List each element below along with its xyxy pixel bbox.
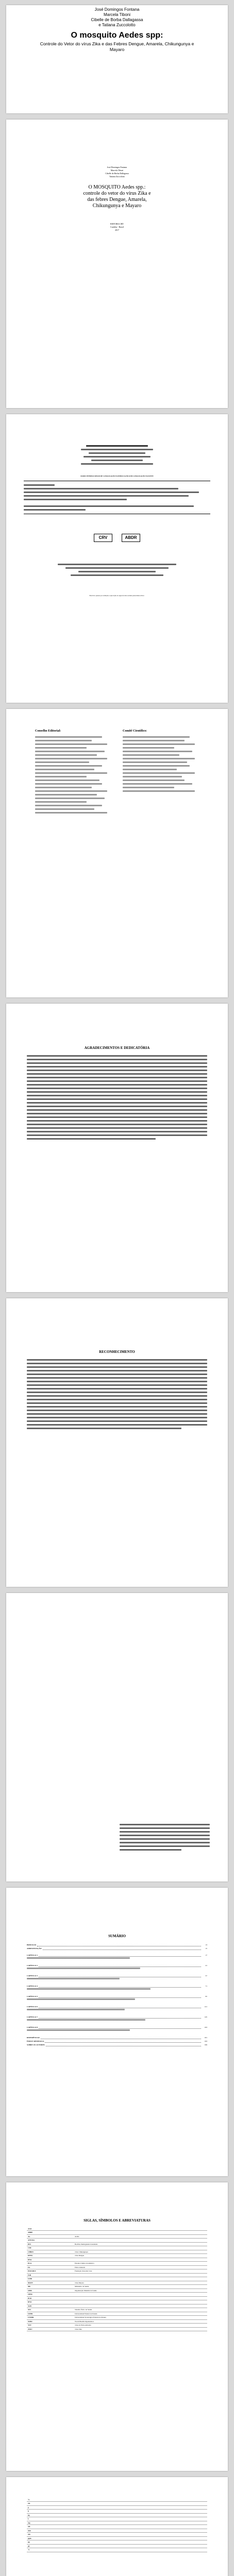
- sigla-key: g: [27, 2505, 74, 2510]
- sigla-value: [74, 2525, 207, 2529]
- sigla-value: vírus Mayaro: [74, 2281, 207, 2285]
- siglas-page: [6, 2182, 228, 2471]
- sigla-row: [27, 2327, 207, 2331]
- sigla-row: [27, 2242, 207, 2246]
- sigla-row: [27, 2246, 207, 2250]
- sigla-row: [27, 2234, 207, 2239]
- sigla-key: UTFPR: [27, 2316, 74, 2320]
- siglas-table: [27, 2227, 207, 2331]
- recognition-page: [6, 1298, 228, 1587]
- sigla-key: ABEE: [27, 2231, 74, 2235]
- sigla-row: [27, 2273, 207, 2277]
- sigla-value: [74, 2231, 207, 2235]
- sigla-key: SGB: [27, 2304, 74, 2308]
- sigla-row: [27, 2304, 207, 2308]
- council-page: [6, 709, 228, 997]
- toc-page: 181: [204, 2037, 207, 2039]
- toc-label: ÍNDICE REMISSIVO: [27, 2040, 44, 2042]
- toc-label: CAPÍTULO 1: [27, 1954, 38, 1956]
- toc-item[interactable]: [27, 1974, 207, 1978]
- toc-label: SOBRE OS AUTORES: [27, 2044, 45, 2046]
- sigla-value: Febre Amarela: [74, 2265, 207, 2269]
- sigla-key: PCR: [27, 2296, 74, 2300]
- sigla-key: cm: [27, 2502, 74, 2506]
- sigla-value: Aedes: [74, 2234, 207, 2239]
- sigla-row: [27, 2277, 207, 2281]
- cover-subtitle: Controle do Vetor do vírus Zika e das Febres Dengue, Amarela, Chikungunya e Mayaro: [40, 41, 194, 52]
- sigla-row: [27, 2521, 207, 2525]
- acknowledgment-page: [6, 1004, 228, 1292]
- toc-item[interactable]: [27, 2005, 207, 2009]
- siglas-section: [27, 2218, 207, 2331]
- sigla-row: [27, 2498, 207, 2502]
- sigla-value: [74, 2293, 207, 2297]
- book-title: O MOSQUITO Aedes spp.: controle do vetor do vírus Zika e das febres Dengue, Amarela, Chikungunya e Mayaro: [83, 184, 151, 209]
- sigla-key: LD50: [27, 2277, 74, 2281]
- sigla-key: OPAS: [27, 2293, 74, 2297]
- publisher: EDITORA CRV: [110, 223, 124, 225]
- cover-author: e Tatiana Zuccolotto: [98, 23, 136, 27]
- sigla-key: YFV: [27, 2324, 74, 2328]
- author-name: Tatiana Zuccolotto: [109, 175, 125, 178]
- sigla-key: %: [27, 2548, 74, 2552]
- toc-label: CAPÍTULO 5: [27, 1995, 38, 1997]
- sigla-row: [27, 2293, 207, 2297]
- sigla-row: [27, 2316, 207, 2320]
- editorial-council: [35, 730, 112, 816]
- sigla-row: [27, 2544, 207, 2548]
- sigla-key: RNA: [27, 2300, 74, 2304]
- sigla-row: [27, 2289, 207, 2293]
- sigla-row: [27, 2536, 207, 2540]
- sigla-row: [27, 2308, 207, 2312]
- sigla-row: [27, 2285, 207, 2289]
- toc-item[interactable]: [27, 2026, 207, 2029]
- abdr-logo: ABDR: [122, 534, 140, 542]
- sigla-key: nm: [27, 2533, 74, 2537]
- toc-label: APRESENTAÇÃO: [27, 1947, 42, 1950]
- summary-title: SUMÁRIO: [108, 1934, 126, 1938]
- toc-item[interactable]: [27, 1954, 207, 1957]
- sigla-key: FIOCRUZ: [27, 2269, 74, 2274]
- sigla-value: Sistema Único de Saúde: [74, 2308, 207, 2312]
- cover-page: [6, 5, 228, 113]
- toc-label: CAPÍTULO 3: [27, 1975, 38, 1977]
- toc-page: 41: [205, 1964, 207, 1967]
- siglas-page-2: [6, 2477, 228, 2576]
- epigraph-block: [120, 1824, 210, 1853]
- toc-item[interactable]: [27, 1995, 207, 1998]
- recognition-title: RECONHECIMENTO: [99, 1350, 135, 1354]
- sigla-key: L: [27, 2517, 74, 2521]
- sigla-value: Organização Mundial da Saúde: [74, 2289, 207, 2293]
- sigla-value: [74, 2544, 207, 2548]
- sigla-value: Universidade Federal do Paraná: [74, 2312, 207, 2316]
- cover-author: Marcela Tiboni: [103, 12, 131, 17]
- title-page-content: [78, 166, 156, 232]
- sigla-row: [27, 2227, 207, 2231]
- cip-block: [24, 475, 210, 517]
- sigla-row: [27, 2296, 207, 2300]
- sigla-row: [27, 2258, 207, 2262]
- sigla-key: AAA: [27, 2227, 74, 2231]
- toc-page: 199: [204, 2044, 207, 2046]
- summary-section: [27, 1934, 207, 2047]
- toc-page: 121: [204, 2006, 207, 2008]
- sigla-key: h: [27, 2510, 74, 2514]
- author-name: José Domingos Fontana: [107, 166, 127, 168]
- sigla-value: Fundação Oswaldo Cruz: [74, 2269, 207, 2274]
- toc-item[interactable]: [27, 1985, 207, 1988]
- sigla-key: mg: [27, 2521, 74, 2525]
- sigla-value: Ministério da Saúde: [74, 2285, 207, 2289]
- sigla-value: [74, 2521, 207, 2525]
- year: 2017: [115, 229, 119, 231]
- toc-item[interactable]: [27, 2043, 207, 2047]
- sigla-value: World Health Organization: [74, 2319, 207, 2324]
- recognition-section: [27, 1350, 207, 1431]
- sigla-key: OMS: [27, 2289, 74, 2293]
- sigla-value: [74, 2304, 207, 2308]
- sigla-row: [27, 2254, 207, 2258]
- sigla-value: [74, 2533, 207, 2537]
- sigla-value: [74, 2502, 207, 2506]
- toc-page: 17: [205, 1954, 207, 1956]
- toc-label: CAPÍTULO 6: [27, 2006, 38, 2008]
- sigla-key: mL: [27, 2525, 74, 2529]
- cover-author: José Domingos Fontana: [94, 7, 140, 12]
- sigla-value: [74, 2498, 207, 2502]
- sigla-value: vírus Zika: [74, 2327, 207, 2331]
- sigla-value: [74, 2540, 207, 2545]
- sigla-key: UFPR: [27, 2312, 74, 2316]
- toc-item[interactable]: [27, 2036, 207, 2040]
- acknowledgment-section: [27, 1046, 207, 1142]
- sigla-row: [27, 2510, 207, 2514]
- toc-label: CAPÍTULO 4: [27, 1985, 38, 1987]
- sigla-row: [27, 2231, 207, 2235]
- sigla-row: [27, 2324, 207, 2328]
- sigla-row: [27, 2513, 207, 2517]
- toc-page: 13: [205, 1944, 207, 1946]
- toc-page: 193: [204, 2040, 207, 2042]
- city: Curitiba - Brasil: [110, 226, 124, 228]
- cover-title: O mosquito Aedes spp:: [71, 31, 163, 40]
- toc-page: 15: [205, 1947, 207, 1950]
- units-table: [27, 2498, 207, 2552]
- sigla-row: [27, 2502, 207, 2506]
- siglas-title: SIGLAS, SÍMBOLOS E ABREVIATURAS: [83, 2218, 151, 2223]
- sigla-row: [27, 2262, 207, 2266]
- sigla-row: [27, 2525, 207, 2529]
- review-note-text: Este livro passou por avaliação e aprovação às cegas de dois ou mais pareceristas ad hoc.: [89, 595, 145, 597]
- crv-logo: CRV: [94, 534, 112, 542]
- toc-page: 163: [204, 2026, 207, 2028]
- sigla-value: [74, 2246, 207, 2250]
- sigla-key: WHO: [27, 2319, 74, 2324]
- sigla-key: ppm: [27, 2536, 74, 2540]
- cip-header: DADOS INTERNACIONAIS DE CATALOGAÇÃO NA PUBLICAÇÃO (CIP) CATALOGAÇÃO NA FONTE: [80, 475, 154, 477]
- toc-page: 57: [205, 1975, 207, 1977]
- sigla-row: [27, 2517, 207, 2521]
- sigla-key: CHIKV: [27, 2250, 74, 2254]
- sigla-key: MS: [27, 2285, 74, 2289]
- sigla-row: [27, 2281, 207, 2285]
- sigla-value: [74, 2227, 207, 2231]
- sigla-key: BTI: [27, 2242, 74, 2246]
- siglas-section-2: [27, 2498, 207, 2552]
- sigla-key: DENV: [27, 2254, 74, 2258]
- toc-item[interactable]: [27, 2040, 207, 2043]
- epigraph-page: [6, 1593, 228, 1882]
- sigla-value: [74, 2505, 207, 2510]
- toc-item[interactable]: [27, 2015, 207, 2019]
- cover-author: Cibelle de Borba Dallagassa: [91, 18, 143, 22]
- sigla-row: [27, 2269, 207, 2274]
- toc-label: CAPÍTULO 2: [27, 1964, 38, 1967]
- sigla-value: Universidade Tecnológica Federal do Paraná: [74, 2316, 207, 2320]
- sigla-key: ANVISA: [27, 2239, 74, 2243]
- sigla-value: [74, 2296, 207, 2300]
- sigla-row: [27, 2250, 207, 2254]
- catalog-page: [6, 414, 228, 703]
- toc-label: REFERÊNCIAS: [27, 2037, 40, 2039]
- sigla-key: Ae.: [27, 2234, 74, 2239]
- sigla-row: [27, 2265, 207, 2269]
- sigla-key: IGR: [27, 2273, 74, 2277]
- summary-page: [6, 1888, 228, 2176]
- toc-page: 71: [205, 1985, 207, 1987]
- editorial-council-title: Conselho Editorial:: [35, 730, 61, 733]
- sigla-key: µL: [27, 2544, 74, 2548]
- sigla-key: SUS: [27, 2308, 74, 2312]
- acknowledgment-title: AGRADECIMENTOS E DEDICATÓRIA: [84, 1046, 150, 1050]
- sigla-value: vírus Chikungunya: [74, 2250, 207, 2254]
- scientific-committee: [123, 730, 200, 794]
- toc-item[interactable]: [27, 1943, 207, 1947]
- sigla-key: CDC: [27, 2246, 74, 2250]
- sigla-value: [74, 2239, 207, 2243]
- sigla-row: [27, 2239, 207, 2243]
- sigla-key: MAYV: [27, 2281, 74, 2285]
- sigla-key: ZIKV: [27, 2327, 74, 2331]
- rights-block: [53, 564, 181, 578]
- scientific-committee-title: Comitê Científico:: [123, 730, 147, 733]
- author-name: Marcela Tiboni: [110, 169, 124, 172]
- sigla-value: [74, 2536, 207, 2540]
- sigla-key: °C: [27, 2498, 74, 2502]
- toc-label: CAPÍTULO 7: [27, 2016, 38, 2018]
- sigla-value: [74, 2517, 207, 2521]
- sigla-key: DNA: [27, 2258, 74, 2262]
- sigla-value: [74, 2548, 207, 2552]
- sigla-value: [74, 2258, 207, 2262]
- sigla-key: mm: [27, 2529, 74, 2533]
- toc-item[interactable]: [27, 1964, 207, 1968]
- sigla-key: kg: [27, 2513, 74, 2517]
- author-name: Cibelle de Borba Dallagassa: [105, 172, 129, 175]
- copyright-block: [73, 445, 161, 467]
- toc-page: 145: [204, 2016, 207, 2018]
- toc-page: 95: [205, 1995, 207, 1997]
- sigla-key: EUA: [27, 2262, 74, 2266]
- cover-header: [16, 7, 218, 53]
- sigla-row: [27, 2540, 207, 2545]
- toc-label: PREFÁCIO: [27, 1944, 37, 1946]
- toc-label: CAPÍTULO 8: [27, 2026, 38, 2028]
- title-page: [6, 120, 228, 408]
- sigla-key: µg: [27, 2540, 74, 2545]
- sigla-row: [27, 2319, 207, 2324]
- sigla-row: [27, 2548, 207, 2552]
- review-note: [53, 595, 181, 597]
- sigla-value: [74, 2510, 207, 2514]
- logos-row: [78, 534, 156, 542]
- sigla-value: [74, 2273, 207, 2277]
- sigla-value: [74, 2529, 207, 2533]
- sigla-value: vírus Dengue: [74, 2254, 207, 2258]
- sigla-value: [74, 2277, 207, 2281]
- sigla-row: [27, 2300, 207, 2304]
- sigla-value: vírus da Febre Amarela: [74, 2324, 207, 2328]
- sigla-value: Bacillus thuringiensis israelensis: [74, 2242, 207, 2246]
- sigla-key: FA: [27, 2265, 74, 2269]
- toc-item[interactable]: [27, 1947, 207, 1951]
- sigla-row: [27, 2505, 207, 2510]
- sigla-value: Estados Unidos da América: [74, 2262, 207, 2266]
- sigla-row: [27, 2529, 207, 2533]
- sigla-row: [27, 2312, 207, 2316]
- sigla-value: [74, 2513, 207, 2517]
- sigla-row: [27, 2533, 207, 2537]
- sigla-value: [74, 2300, 207, 2304]
